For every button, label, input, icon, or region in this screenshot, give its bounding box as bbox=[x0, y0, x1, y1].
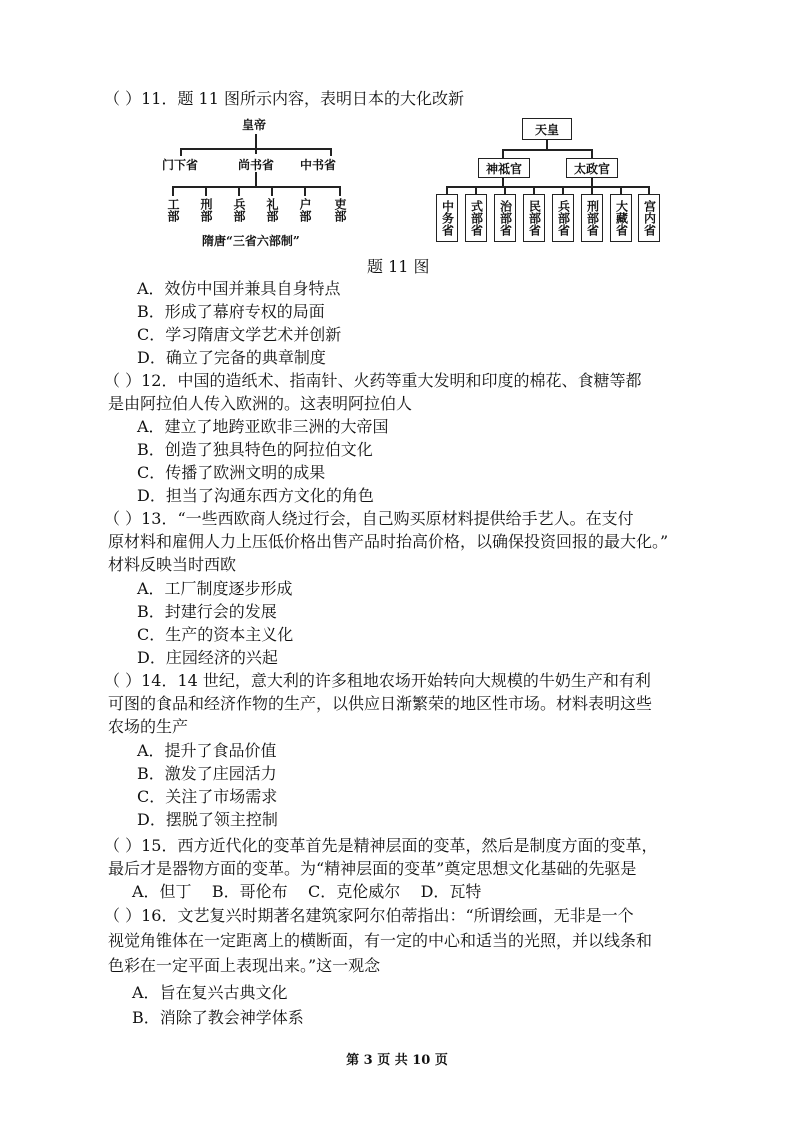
q11-figure-right bbox=[432, 116, 662, 246]
q13-stem-2: 原材料和雇佣人力上压低价格出售产品时抬高价格，以确保投资回报的最大化。” bbox=[108, 532, 669, 551]
fig-right-bottom-5: 刑部省 bbox=[581, 194, 603, 242]
fig-left-bottom-2: 兵部 bbox=[232, 198, 246, 222]
q11-option-d: D．确立了完备的典章制度 bbox=[137, 348, 326, 367]
q16-stem-2: 视觉角锥体在一定距离上的横断面，有一定的中心和适当的光照，并以线条和 bbox=[108, 931, 653, 950]
q14-stem-1: （ ）14．14 世纪，意大利的许多租地农场开始转向大规模的牛奶生产和有利 bbox=[104, 671, 651, 690]
q13-stem-3: 材料反映当时西欧 bbox=[108, 555, 237, 574]
q12-option-c: C．传播了欧洲文明的成果 bbox=[137, 463, 326, 482]
page-footer: 第 3 页 共 10 页 bbox=[346, 1053, 448, 1068]
q12-option-b: B．创造了独具特色的阿拉伯文化 bbox=[137, 440, 373, 459]
q12-stem-2: 是由阿拉伯人传入欧洲的。这表明阿拉伯人 bbox=[108, 394, 413, 413]
q11-figure-caption: 题 11 图 bbox=[367, 257, 430, 276]
q14-stem-3: 农场的生产 bbox=[108, 717, 189, 736]
q16-option-a: A．旨在复兴古典文化 bbox=[132, 983, 288, 1002]
fig-right-bottom-4: 兵部省 bbox=[552, 194, 574, 242]
q11-figure-left bbox=[150, 112, 350, 252]
q16-option-b: B．消除了教会神学体系 bbox=[132, 1008, 304, 1027]
q12-stem-1: （ ）12．中国的造纸术、指南针、火药等重大发明和印度的棉花、食糖等都 bbox=[104, 371, 642, 390]
q11-stem: （ ）11．题 11 图所示内容，表明日本的大化改新 bbox=[104, 89, 464, 108]
fig-left-bottom-1: 刑部 bbox=[199, 198, 213, 222]
fig-right-top: 天皇 bbox=[522, 118, 572, 140]
q11-option-c: C．学习隋唐文学艺术并创新 bbox=[137, 325, 342, 344]
q14-option-d: D．摆脱了领主控制 bbox=[137, 810, 278, 829]
q13-option-a: A．工厂制度逐步形成 bbox=[137, 579, 293, 598]
q14-stem-2: 可图的食品和经济作物的生产，以供应日渐繁荣的地区性市场。材料表明这些 bbox=[108, 694, 653, 713]
fig-left-mid-0: 门下省 bbox=[162, 158, 199, 172]
fig-left-bottom-5: 吏部 bbox=[333, 198, 347, 222]
q11-option-a: A．效仿中国并兼具自身特点 bbox=[137, 279, 341, 298]
fig-right-bottom-6: 大藏省 bbox=[610, 194, 632, 242]
q16-stem-3: 色彩在一定平面上表现出来。”这一观念 bbox=[108, 956, 381, 975]
q12-option-d: D．担当了沟通东西方文化的角色 bbox=[137, 486, 374, 505]
fig-right-bottom-1: 式部省 bbox=[465, 194, 487, 242]
fig-right-bottom-3: 民部省 bbox=[523, 194, 545, 242]
q15-stem-1: （ ）15．西方近代化的变革首先是精神层面的变革，然后是制度方面的变革， bbox=[104, 836, 658, 855]
q15-stem-2: 最后才是器物方面的变革。为“精神层面的变革”奠定思想文化基础的先驱是 bbox=[108, 859, 637, 878]
fig-left-mid-2: 中书省 bbox=[300, 158, 337, 172]
q12-option-a: A．建立了地跨亚欧非三洲的大帝国 bbox=[137, 417, 389, 436]
q16-stem-1: （ ）16．文艺复兴时期著名建筑家阿尔伯蒂指出：“所谓绘画，无非是一个 bbox=[104, 906, 634, 925]
fig-left-bottom-3: 礼部 bbox=[265, 198, 279, 222]
q14-option-c: C．关注了市场需求 bbox=[137, 787, 278, 806]
q14-option-a: A．提升了食品价值 bbox=[137, 741, 277, 760]
fig-right-bottom-0: 中务省 bbox=[436, 194, 458, 242]
fig-right-mid-0: 神祗官 bbox=[478, 158, 530, 178]
fig-left-mid-1: 尚书省 bbox=[238, 158, 275, 172]
fig-left-bottom-0: 工部 bbox=[166, 198, 180, 222]
fig-left-top: 皇帝 bbox=[242, 118, 267, 132]
fig-left-bottom-4: 户部 bbox=[298, 198, 312, 222]
fig-right-bottom-2: 治部省 bbox=[494, 194, 516, 242]
q11-option-b: B．形成了幕府专权的局面 bbox=[137, 302, 325, 321]
q14-option-b: B．激发了庄园活力 bbox=[137, 764, 277, 783]
q15-options: A．但丁 B．哥伦布 C．克伦威尔 D．瓦特 bbox=[132, 882, 482, 901]
fig-right-bottom-7: 宫内省 bbox=[638, 194, 660, 242]
q13-option-b: B．封建行会的发展 bbox=[137, 602, 277, 621]
fig-right-mid-1: 太政官 bbox=[566, 158, 618, 178]
q13-option-d: D．庄园经济的兴起 bbox=[137, 648, 278, 667]
q13-option-c: C．生产的资本主义化 bbox=[137, 625, 294, 644]
fig-left-caption: 隋唐“三省六部制” bbox=[202, 234, 300, 248]
q13-stem-1: （ ）13．“一些西欧商人绕过行会，自己购买原材料提供给手艺人。在支付 bbox=[104, 509, 634, 528]
